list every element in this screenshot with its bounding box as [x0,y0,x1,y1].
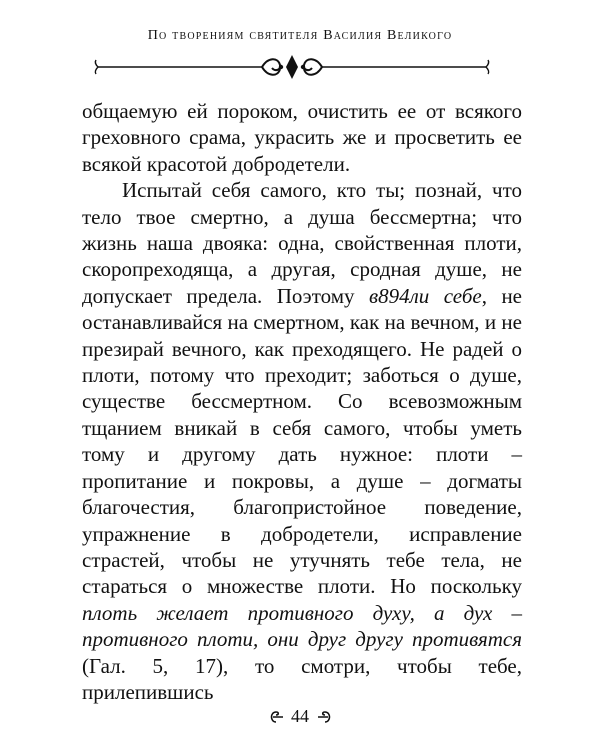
folio-mark-left-icon [267,709,285,725]
text-run: (Гал. 5, 17), то смотри, чтобы тебе, прилепившись [82,653,522,704]
paragraph [82,177,522,705]
italic-quote: плоть желает противного духу, а дух – противного плоти, они друг другу противятся [82,600,522,652]
page-number: 44 [291,706,309,727]
scroll-ornament-icon [92,52,492,82]
body-text [82,98,522,705]
text-run: общаемую ей пороком, очистить ее от всякого греховного срама, украсить же и просветить ее всякой красотой добродетели. [82,99,522,176]
text-run: , не останавливайся на смертном, как на вечном, и не презирай вечного, как преходящего. Не радей о плоти, потому что преходит; заботься о душе, существе бессмертном. Со всевозможным тщанием вникай в себя самого, чтобы уметь тому и другому дать нужное: плоти – пропитание и покровы, а душе – догматы благочестия, благопристойное поведение, упражнение в добродетели, исправление страстей, чтобы не утучнять тебе тела, не стараться о множестве плоти. Но поскольку [82,283,522,599]
folio-mark-right-icon [316,709,334,725]
italic-quote: в894ли себе [368,283,482,308]
page-footer [0,705,600,727]
running-title: По творениям святителя Василия Великого [147,28,453,43]
text-run: Испытай себя самого, кто ты; познай, что тело твое смертно, а душа бессмертна; что жизнь наша двояка: одна, свойственная плоти, скоропреходяща, а другая, сродная душе, не допускает предела. Поэтому [82,178,522,308]
paragraph [82,98,522,177]
